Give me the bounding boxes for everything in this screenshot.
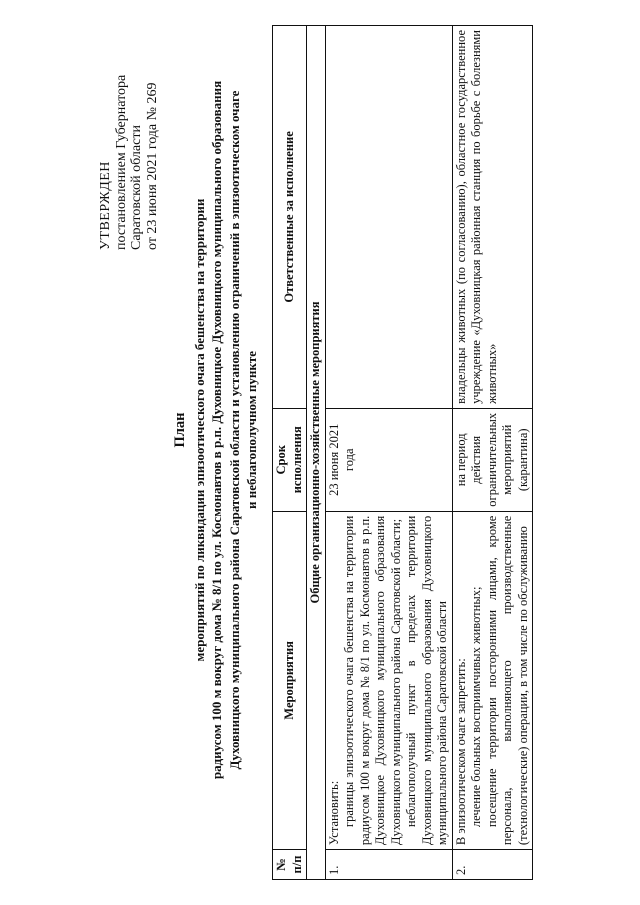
- approval-line: Саратовской области: [129, 125, 144, 250]
- row-responsible: владельцы животных (по согласованию), областное государственное учреждение «Духовницкая районная станция по борьбе с болезнями животных»: [452, 26, 533, 409]
- plan-table: [272, 25, 533, 880]
- activity-paragraph: посещение территории посторонними лицами, кроме персонала, выполняющего производственные (технологические) операции, в том числе по обслуживанию: [484, 515, 530, 846]
- approval-heading: УТВЕРЖДЕН: [98, 161, 113, 250]
- approval-line: постановлением Губернатора: [113, 74, 129, 250]
- title-line: и неблагополучном пункте: [244, 351, 259, 509]
- section-heading: Общие организационно-хозяйственные мероприятия: [307, 26, 326, 880]
- row-responsible: [325, 26, 452, 409]
- title-heading: План: [172, 412, 188, 448]
- header-num: № п/п: [273, 850, 307, 880]
- header-term: Срок исполнения: [273, 408, 307, 511]
- row-term: на период действия ограничительных мероприятий (карантина): [452, 408, 533, 511]
- row-activity: [452, 511, 533, 849]
- row-number: 1.: [325, 850, 452, 880]
- title-line: радиусом 100 м вокруг дома № 8/1 по ул. Космонавтов в р.п. Духовницкое Духовницкого муниципального образования: [209, 80, 224, 780]
- title-line: Духовницкого муниципального района Саратовской области и установлению ограничений в эпизоотическом очаге: [226, 90, 242, 770]
- row-number: 2.: [452, 850, 533, 880]
- title-line: мероприятий по ликвидации эпизоотического очага бешенства на территории: [191, 198, 207, 662]
- row-activity: [325, 511, 452, 849]
- header-responsible: Ответственные за исполнение: [273, 26, 307, 409]
- activity-paragraph: лечение больных восприимчивых животных;: [469, 586, 483, 828]
- table-row: [452, 26, 533, 880]
- activity-paragraph: неблагополучный пункт в пределах территории Духовницкого муниципального образования Духовницкого муниципального района Саратовской области: [404, 515, 449, 846]
- activity-intro: Установить:: [326, 780, 341, 846]
- approval-date: от 23 июня 2021 года № 269: [144, 82, 160, 250]
- activity-intro: В эпизоотическом очаге запретить:: [453, 658, 468, 846]
- activity-paragraph: границы эпизоотического очага бешенства на территории радиусом 100 м вокруг дома № 8/1 по ул. Космонавтов в р.п. Духовницкое Духовницкого муниципального образования Духовницкого муниципального района Саратовской области;: [342, 515, 403, 846]
- table-row: [325, 26, 452, 880]
- approval-stamp: [98, 10, 160, 250]
- table-header-row: [273, 26, 307, 880]
- row-term: 23 июня 2021 года: [325, 408, 452, 511]
- header-activity: Мероприятия: [273, 511, 307, 849]
- document-title: [172, 15, 261, 845]
- section-row: [307, 26, 326, 880]
